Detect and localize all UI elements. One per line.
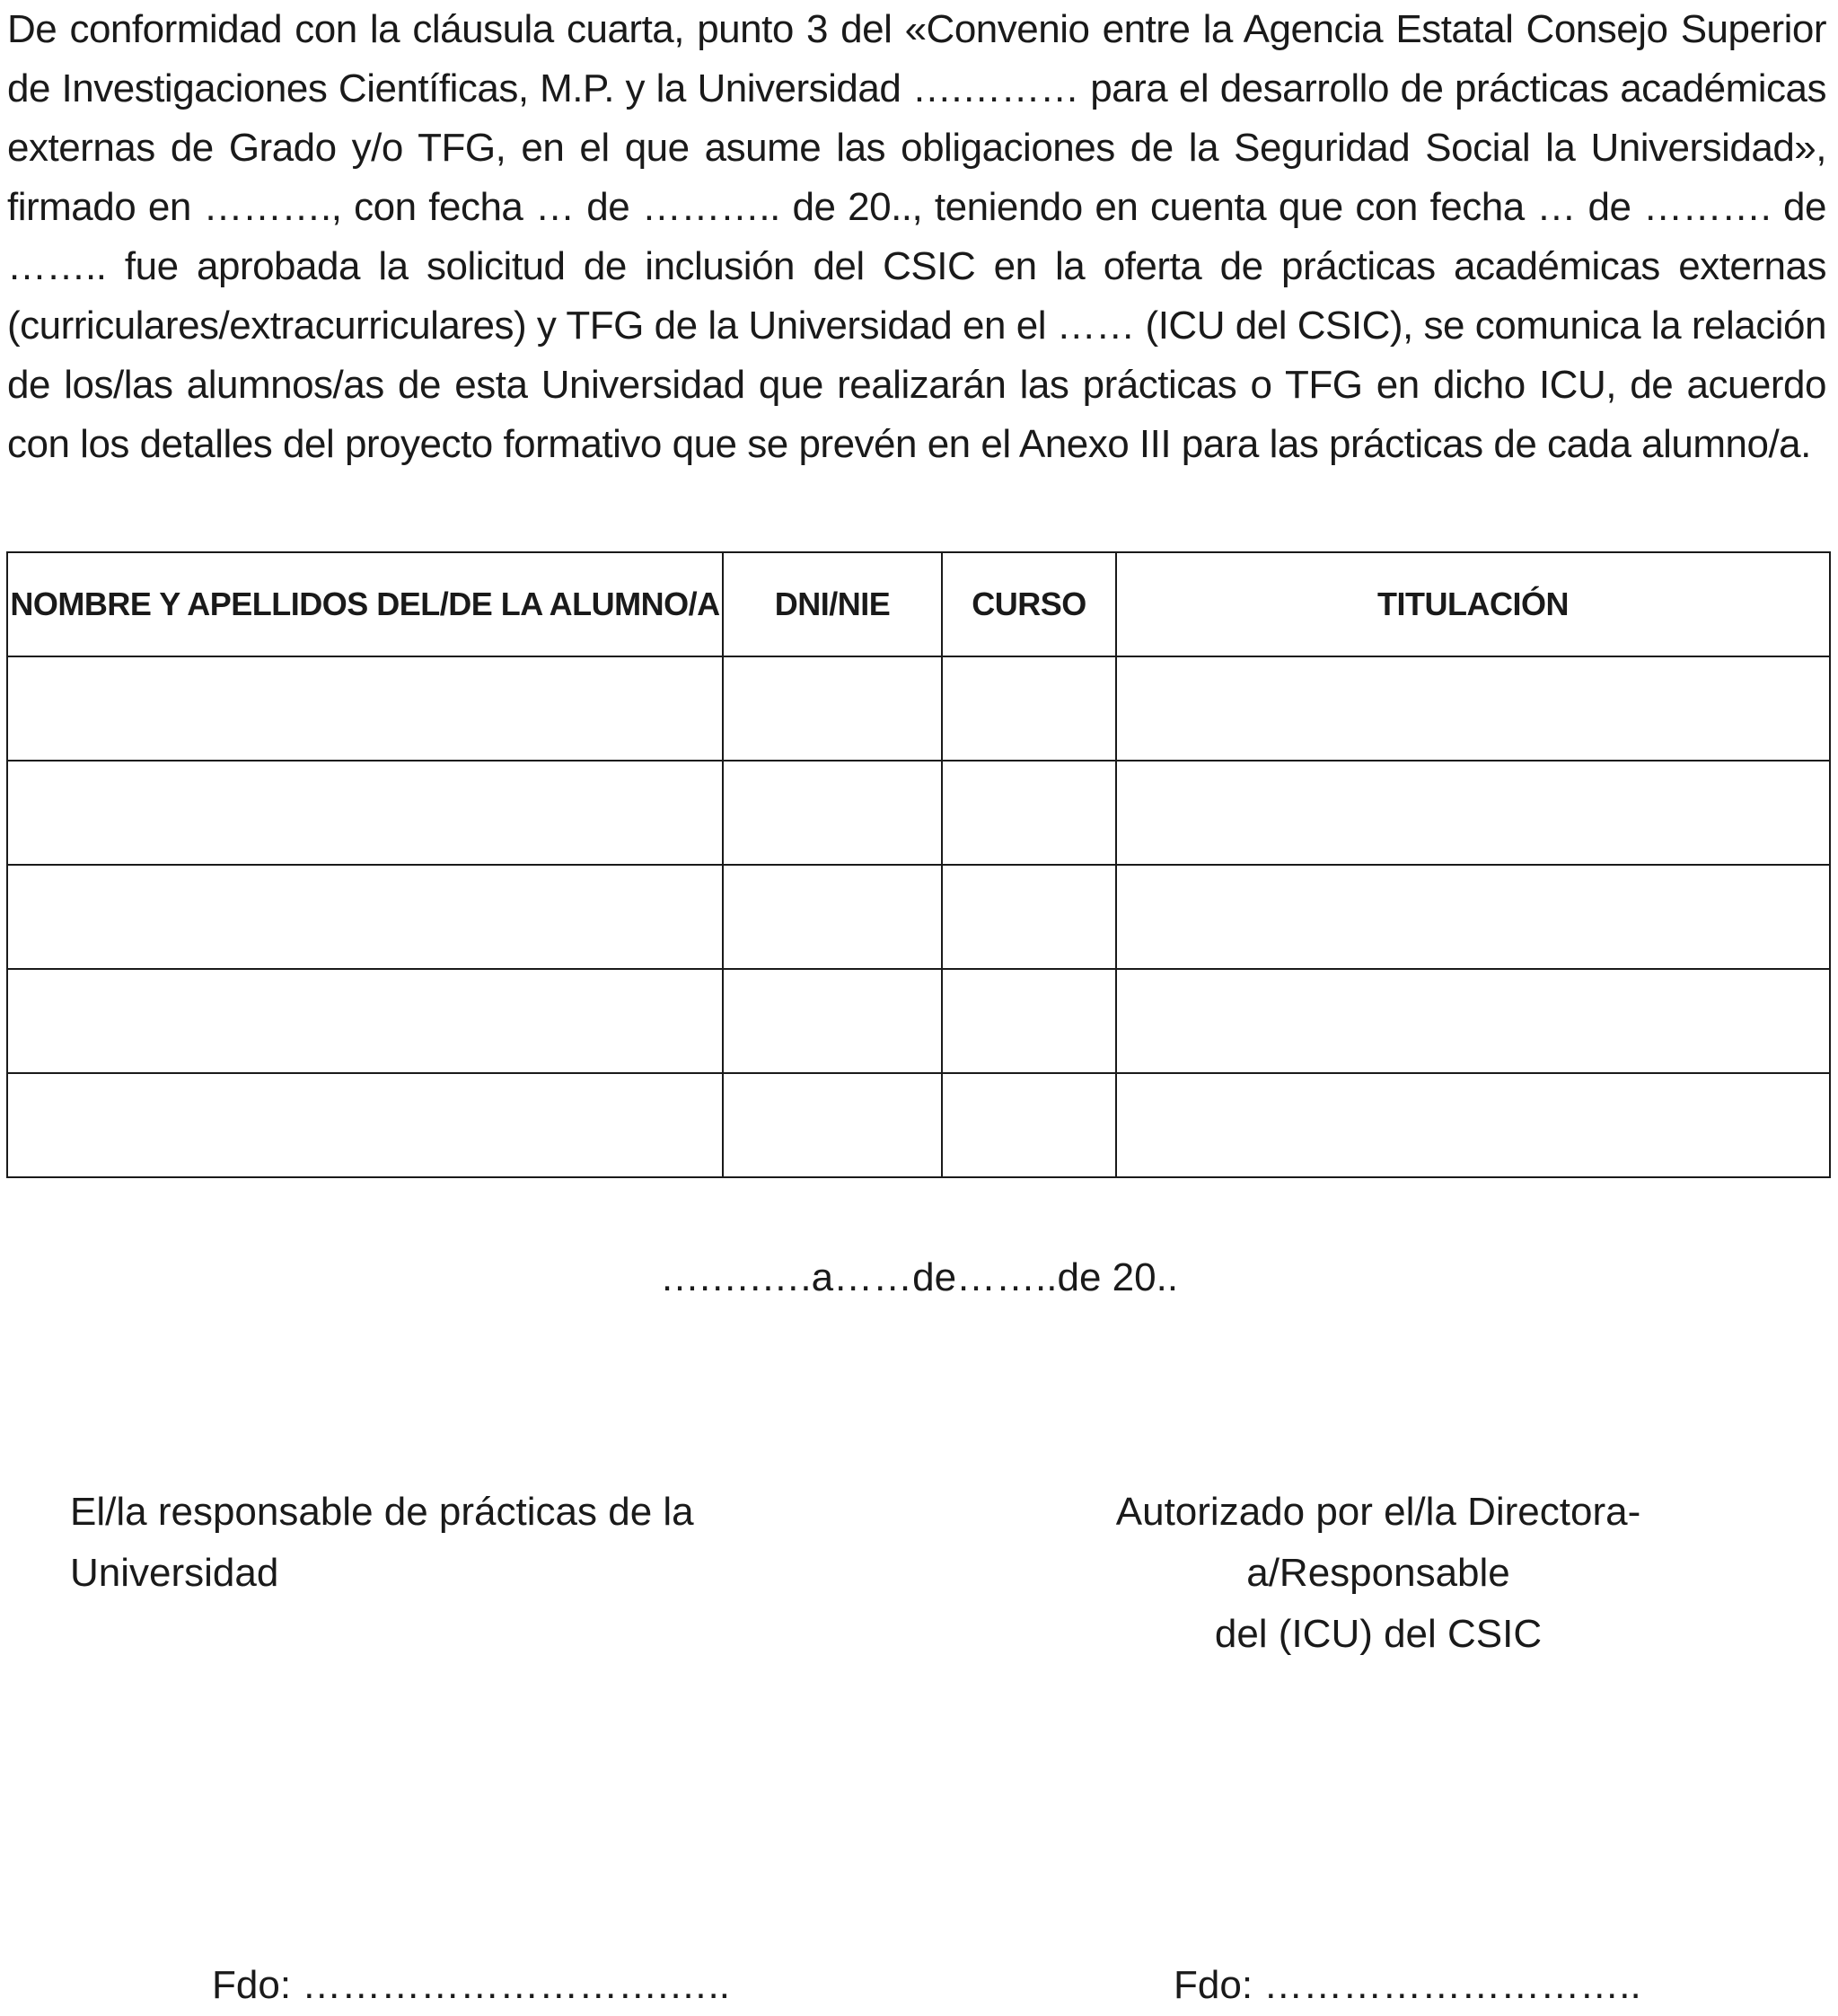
cell-nombre[interactable] [7, 761, 723, 865]
cell-titulacion[interactable] [1116, 969, 1830, 1073]
signature-icu-title-line1: Autorizado por el/la Directora-a/Responsable [1115, 1490, 1641, 1595]
cell-titulacion[interactable] [1116, 656, 1830, 761]
cell-dni[interactable] [723, 761, 942, 865]
cell-curso[interactable] [942, 1073, 1116, 1177]
table-row [7, 761, 1830, 865]
header-titulacion: TITULACIÓN [1116, 552, 1830, 656]
cell-titulacion[interactable] [1116, 1073, 1830, 1177]
intro-paragraph: De conformidad con la cláusula cuarta, punto 3 del «Convenio entre la Agencia Estatal Consejo Superior de Investigaciones Científicas, M.P. y la Universidad ….……… para el desarrollo de prácticas académicas externas de Grado y/o TFG, en el que asume las obligaciones de la Seguridad Social la Universidad», firmado en ………., con fecha … de ……….. de 20.., teniendo en cuenta que con fecha … de ………. de …….. fue aprobada la solicitud de inclusión del CSIC en la oferta de prácticas académicas externas (curriculares/extracurriculares) y TFG de la Universidad en el …… (ICU del CSIC), se comunica la relación de los/las alumnos/as de esta Universidad que realizarán las prácticas o TFG en dicho ICU, de acuerdo con los detalles del proyecto formativo que se prevén en el Anexo III para las prácticas de cada alumno/a. [7, 7, 1826, 466]
cell-dni[interactable] [723, 865, 942, 969]
cell-curso[interactable] [942, 865, 1116, 969]
signature-icu [1001, 1482, 1755, 1665]
signature-icu-fdo: Fdo: ……………………….. [1174, 1963, 1641, 2007]
signature-university-title: El/la responsable de prácticas de la Universidad [70, 1490, 694, 1595]
cell-dni[interactable] [723, 969, 942, 1073]
table-row [7, 656, 1830, 761]
cell-titulacion[interactable] [1116, 865, 1830, 969]
signature-icu-title-line2: del (ICU) del CSIC [1214, 1612, 1543, 1656]
cell-nombre[interactable] [7, 656, 723, 761]
students-table [6, 551, 1831, 1178]
table-row [7, 865, 1830, 969]
table-row [7, 969, 1830, 1073]
signature-university-fdo: Fdo: ……………………….….. [212, 1963, 730, 2007]
cell-curso[interactable] [942, 969, 1116, 1073]
table-row [7, 1073, 1830, 1177]
cell-titulacion[interactable] [1116, 761, 1830, 865]
cell-dni[interactable] [723, 656, 942, 761]
cell-nombre[interactable] [7, 969, 723, 1073]
cell-curso[interactable] [942, 656, 1116, 761]
place-date-line: ….….….a……de……..de 20.. [659, 1255, 1179, 1299]
cell-curso[interactable] [942, 761, 1116, 865]
signature-university [70, 1482, 860, 1604]
table-header-row [7, 552, 1830, 656]
cell-nombre[interactable] [7, 1073, 723, 1177]
cell-dni[interactable] [723, 1073, 942, 1177]
header-curso: CURSO [942, 552, 1116, 656]
cell-nombre[interactable] [7, 865, 723, 969]
header-nombre: NOMBRE Y APELLIDOS DEL/DE LA ALUMNO/A [7, 552, 723, 656]
header-dni: DNI/NIE [723, 552, 942, 656]
